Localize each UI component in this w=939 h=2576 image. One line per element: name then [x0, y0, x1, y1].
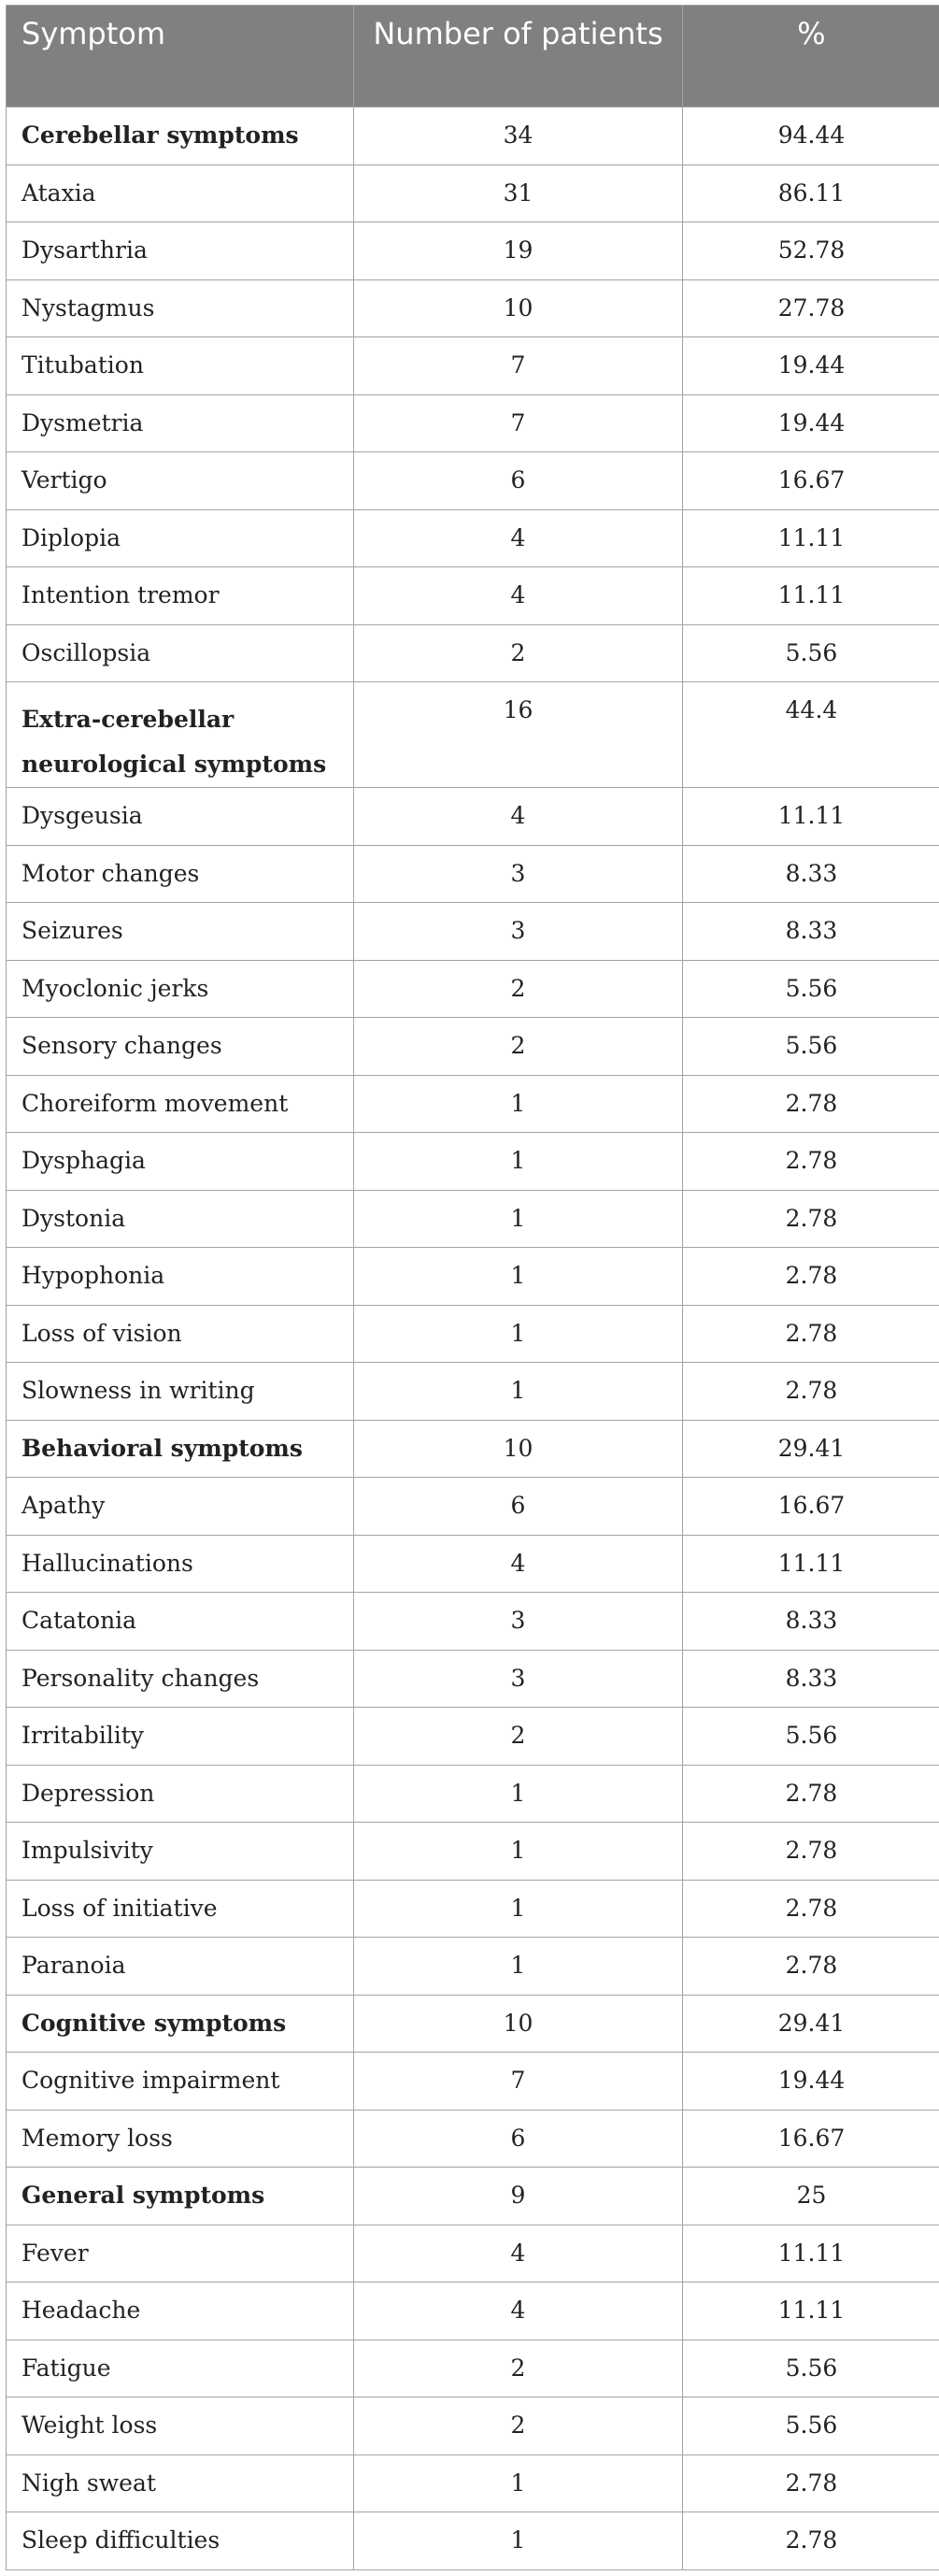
table-row: [7, 1708, 939, 1766]
percent-cell: 16.67: [683, 452, 939, 510]
percent-cell: 44.4: [683, 682, 939, 788]
symptom-cell: Cerebellar symptoms: [7, 107, 354, 165]
patient-count-cell: 1: [354, 2512, 683, 2570]
patient-count-cell: 1: [354, 1823, 683, 1881]
patient-count-cell: 4: [354, 2225, 683, 2283]
percent-cell: 2.78: [683, 1765, 939, 1823]
table-row: [7, 1535, 939, 1593]
percent-cell: 86.11: [683, 165, 939, 222]
percent-cell: 94.44: [683, 107, 939, 165]
percent-cell: 29.41: [683, 1420, 939, 1478]
percent-cell: 2.78: [683, 2512, 939, 2570]
patient-count-cell: 1: [354, 1133, 683, 1191]
symptom-cell: Dysphagia: [7, 1133, 354, 1191]
symptom-cell: Hallucinations: [7, 1535, 354, 1593]
patient-count-cell: 3: [354, 1650, 683, 1708]
header-row: [7, 6, 939, 107]
patient-count-cell: 10: [354, 279, 683, 337]
table-row-group: [7, 1995, 939, 2053]
percent-cell: 8.33: [683, 1593, 939, 1651]
patient-count-cell: 7: [354, 2053, 683, 2111]
table-row: [7, 788, 939, 846]
percent-cell: 8.33: [683, 1650, 939, 1708]
symptom-cell: Impulsivity: [7, 1823, 354, 1881]
table-row: [7, 394, 939, 452]
percent-cell: 2.78: [683, 1190, 939, 1248]
symptom-table-container: [6, 5, 939, 2570]
patient-count-cell: 1: [354, 1305, 683, 1363]
patient-count-cell: 4: [354, 567, 683, 625]
table-row: [7, 2225, 939, 2283]
symptom-cell: Sleep difficulties: [7, 2512, 354, 2570]
table-row: [7, 452, 939, 510]
table-row: [7, 2340, 939, 2397]
table-row: [7, 1075, 939, 1133]
symptom-cell: Personality changes: [7, 1650, 354, 1708]
symptom-cell: Dysarthria: [7, 222, 354, 280]
symptom-cell: General symptoms: [7, 2168, 354, 2225]
header-percent: %: [683, 6, 939, 107]
symptom-cell: Sensory changes: [7, 1018, 354, 1076]
patient-count-cell: 3: [354, 903, 683, 961]
patient-count-cell: 3: [354, 845, 683, 903]
patient-count-cell: 10: [354, 1995, 683, 2053]
percent-cell: 2.78: [683, 1133, 939, 1191]
symptom-cell: Paranoia: [7, 1938, 354, 1996]
table-row: [7, 1018, 939, 1076]
symptom-cell: Nystagmus: [7, 279, 354, 337]
table-row: [7, 1650, 939, 1708]
table-row: [7, 1478, 939, 1536]
percent-cell: 16.67: [683, 1478, 939, 1536]
patient-count-cell: 9: [354, 2168, 683, 2225]
patient-count-cell: 1: [354, 1075, 683, 1133]
table-row: [7, 903, 939, 961]
patient-count-cell: 1: [354, 1190, 683, 1248]
symptom-cell: Choreiform movement: [7, 1075, 354, 1133]
symptom-cell: Motor changes: [7, 845, 354, 903]
symptom-cell: Loss of vision: [7, 1305, 354, 1363]
percent-cell: 5.56: [683, 624, 939, 682]
percent-cell: 2.78: [683, 1823, 939, 1881]
percent-cell: 25: [683, 2168, 939, 2225]
percent-cell: 11.11: [683, 567, 939, 625]
percent-cell: 52.78: [683, 222, 939, 280]
percent-cell: 19.44: [683, 337, 939, 395]
patient-count-cell: 4: [354, 788, 683, 846]
symptom-cell: Titubation: [7, 337, 354, 395]
table-header: [7, 6, 939, 107]
patient-count-cell: 31: [354, 165, 683, 222]
symptom-cell: Behavioral symptoms: [7, 1420, 354, 1478]
patient-count-cell: 1: [354, 1248, 683, 1306]
table-row: [7, 2110, 939, 2168]
percent-cell: 8.33: [683, 903, 939, 961]
percent-cell: 2.78: [683, 1248, 939, 1306]
table-row: [7, 1363, 939, 1421]
patient-count-cell: 3: [354, 1593, 683, 1651]
symptom-cell: Catatonia: [7, 1593, 354, 1651]
symptom-cell: Oscillopsia: [7, 624, 354, 682]
table-row: [7, 960, 939, 1018]
percent-cell: 16.67: [683, 2110, 939, 2168]
symptom-cell: Hypophonia: [7, 1248, 354, 1306]
percent-cell: 2.78: [683, 1305, 939, 1363]
symptom-cell: Dysmetria: [7, 394, 354, 452]
percent-cell: 11.11: [683, 1535, 939, 1593]
patient-count-cell: 2: [354, 2340, 683, 2397]
percent-cell: 2.78: [683, 1363, 939, 1421]
symptom-cell: Dysgeusia: [7, 788, 354, 846]
table-row: [7, 1765, 939, 1823]
symptom-cell: Vertigo: [7, 452, 354, 510]
table-row: [7, 1938, 939, 1996]
percent-cell: 29.41: [683, 1995, 939, 2053]
percent-cell: 5.56: [683, 960, 939, 1018]
symptom-cell: Apathy: [7, 1478, 354, 1536]
header-number-of-patients: Number of patients: [354, 6, 683, 107]
table-row: [7, 2397, 939, 2455]
patient-count-cell: 2: [354, 1708, 683, 1766]
symptom-cell: Cognitive impairment: [7, 2053, 354, 2111]
patient-count-cell: 7: [354, 337, 683, 395]
percent-cell: 2.78: [683, 1075, 939, 1133]
patient-count-cell: 2: [354, 2397, 683, 2455]
symptom-cell: Fever: [7, 2225, 354, 2283]
symptom-cell: Weight loss: [7, 2397, 354, 2455]
table-row-group: [7, 1420, 939, 1478]
table-row: [7, 509, 939, 567]
symptom-cell: Dystonia: [7, 1190, 354, 1248]
table-body: [7, 107, 939, 2570]
percent-cell: 19.44: [683, 2053, 939, 2111]
table-row: [7, 279, 939, 337]
table-row-group: [7, 2168, 939, 2225]
table-row: [7, 2454, 939, 2512]
patient-count-cell: 2: [354, 960, 683, 1018]
table-row: [7, 2283, 939, 2340]
symptom-cell: Cognitive symptoms: [7, 1995, 354, 2053]
symptom-table: [6, 5, 939, 2570]
patient-count-cell: 1: [354, 1363, 683, 1421]
patient-count-cell: 6: [354, 1478, 683, 1536]
patient-count-cell: 4: [354, 509, 683, 567]
patient-count-cell: 19: [354, 222, 683, 280]
patient-count-cell: 2: [354, 624, 683, 682]
header-symptom: Symptom: [7, 6, 354, 107]
table-row: [7, 2512, 939, 2570]
patient-count-cell: 4: [354, 1535, 683, 1593]
percent-cell: 11.11: [683, 2225, 939, 2283]
symptom-cell: Extra-cerebellar neurological symptoms: [7, 682, 354, 788]
symptom-cell: Depression: [7, 1765, 354, 1823]
percent-cell: 5.56: [683, 1018, 939, 1076]
symptom-cell: Diplopia: [7, 509, 354, 567]
percent-cell: 27.78: [683, 279, 939, 337]
symptom-cell: Seizures: [7, 903, 354, 961]
symptom-cell: Loss of initiative: [7, 1880, 354, 1938]
percent-cell: 5.56: [683, 2340, 939, 2397]
percent-cell: 11.11: [683, 788, 939, 846]
patient-count-cell: 1: [354, 2454, 683, 2512]
symptom-cell: Myoclonic jerks: [7, 960, 354, 1018]
symptom-cell: Fatigue: [7, 2340, 354, 2397]
percent-cell: 19.44: [683, 394, 939, 452]
table-row: [7, 2053, 939, 2111]
table-row: [7, 1133, 939, 1191]
symptom-cell: Memory loss: [7, 2110, 354, 2168]
patient-count-cell: 1: [354, 1938, 683, 1996]
table-row-group: [7, 107, 939, 165]
patient-count-cell: 2: [354, 1018, 683, 1076]
percent-cell: 5.56: [683, 2397, 939, 2455]
patient-count-cell: 1: [354, 1765, 683, 1823]
percent-cell: 8.33: [683, 845, 939, 903]
table-row: [7, 624, 939, 682]
percent-cell: 5.56: [683, 1708, 939, 1766]
table-row: [7, 567, 939, 625]
table-row: [7, 165, 939, 222]
symptom-cell: Headache: [7, 2283, 354, 2340]
table-row: [7, 222, 939, 280]
patient-count-cell: 1: [354, 1880, 683, 1938]
percent-cell: 2.78: [683, 1938, 939, 1996]
table-row: [7, 1880, 939, 1938]
table-row: [7, 845, 939, 903]
percent-cell: 11.11: [683, 2283, 939, 2340]
table-row: [7, 1823, 939, 1881]
symptom-cell: Slowness in writing: [7, 1363, 354, 1421]
patient-count-cell: 4: [354, 2283, 683, 2340]
patient-count-cell: 10: [354, 1420, 683, 1478]
patient-count-cell: 34: [354, 107, 683, 165]
table-row: [7, 1593, 939, 1651]
table-row: [7, 1190, 939, 1248]
symptom-cell: Nigh sweat: [7, 2454, 354, 2512]
percent-cell: 2.78: [683, 1880, 939, 1938]
table-row: [7, 1305, 939, 1363]
table-row: [7, 1248, 939, 1306]
patient-count-cell: 7: [354, 394, 683, 452]
symptom-cell: Irritability: [7, 1708, 354, 1766]
table-row-group: [7, 682, 939, 788]
symptom-cell: Ataxia: [7, 165, 354, 222]
patient-count-cell: 6: [354, 2110, 683, 2168]
percent-cell: 2.78: [683, 2454, 939, 2512]
patient-count-cell: 6: [354, 452, 683, 510]
table-row: [7, 337, 939, 395]
symptom-cell: Intention tremor: [7, 567, 354, 625]
patient-count-cell: 16: [354, 682, 683, 788]
percent-cell: 11.11: [683, 509, 939, 567]
